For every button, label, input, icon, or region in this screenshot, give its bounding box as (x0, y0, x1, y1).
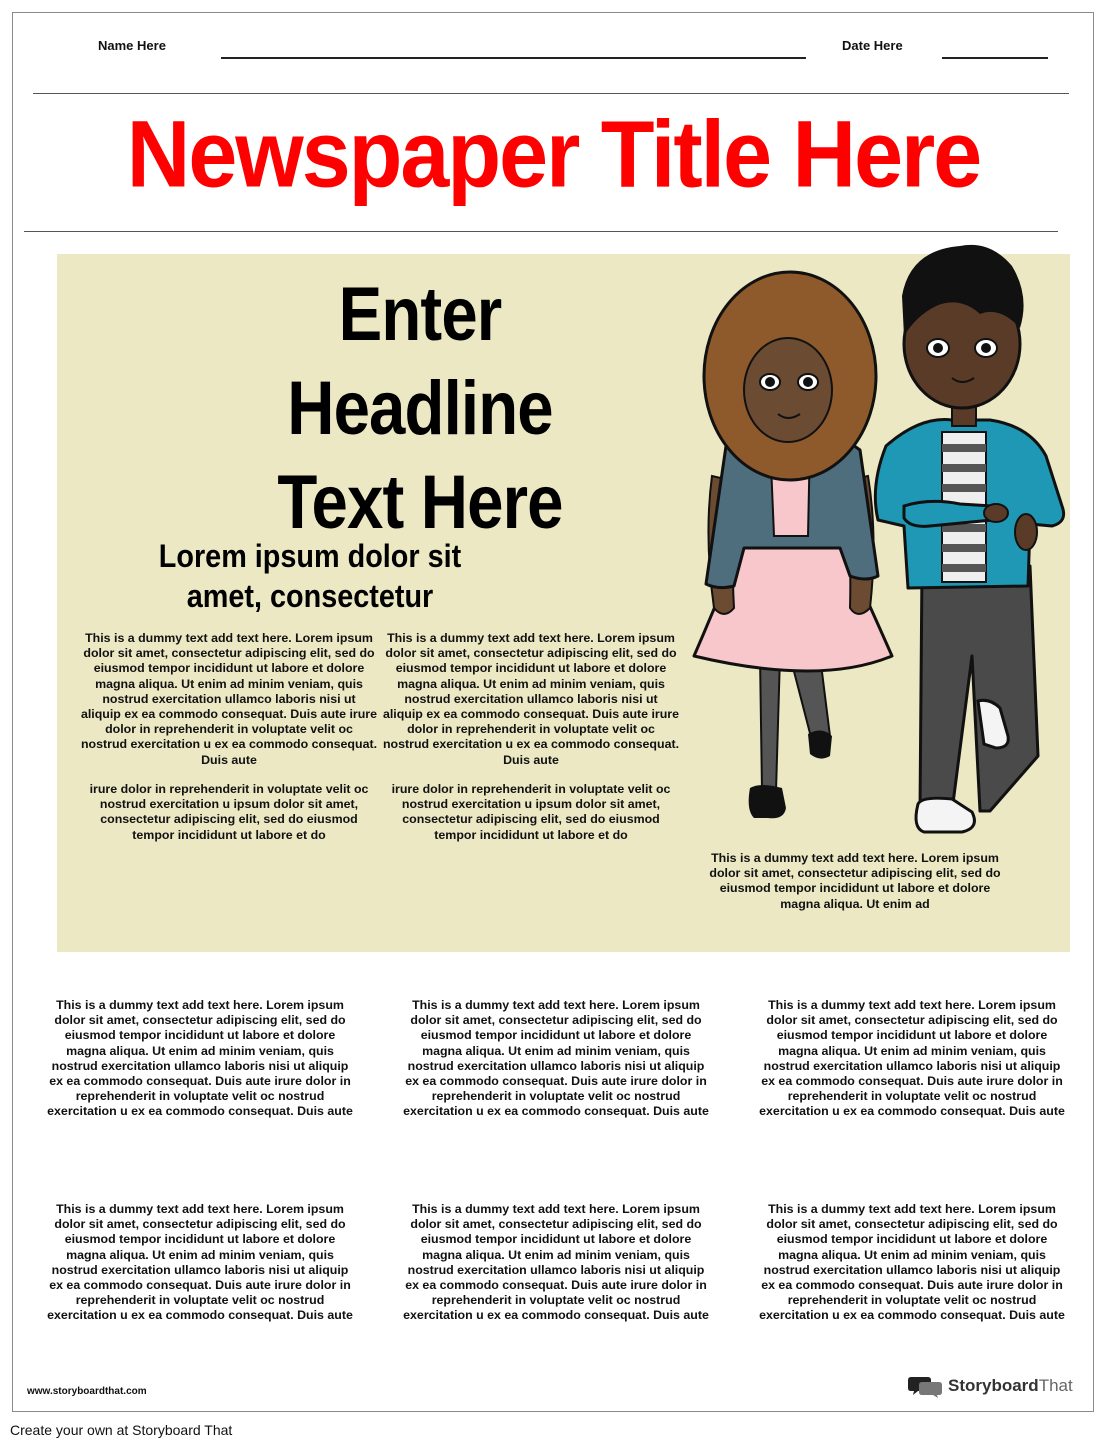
create-your-own-credit[interactable]: Create your own at Storyboard That (10, 1422, 233, 1438)
logo-word-that: That (1038, 1376, 1073, 1395)
feature-col2-para2: irure dolor in reprehenderit in voluptate velit oc nostrud exercitation u ipsum dolor sit amet, consectetur adipiscing elit, sed do eiusmod tempor incididunt ut labore et do (391, 782, 671, 842)
feature-col2-para1: This is a dummy text add text here. Lorem ipsum dolor sit amet, consectetur adipiscing elit, sed do eiusmod tempor incididunt ut labore et dolore magna aliqua. Ut enim ad minim veniam, quis nostrud exercitation ullamco laboris nisi ut aliquip ex ea commodo consequat. Duis aute irure dolor in reprehenderit in voluptate velit oc nostrud exercitation u ex ea commodo consequat. Duis aute (382, 631, 680, 767)
article-text: This is a dummy text add text here. Lorem ipsum dolor sit amet, consectetur adipiscing elit, sed do eiusmod tempor incididunt ut labore et dolore magna aliqua. Ut enim ad minim veniam, quis nostrud exercitation ullamco laboris nisi ut aliquip ex ea commodo consequat. Duis aute irure dolor in reprehenderit in voluptate velit oc nostrud exercitation u ex ea commodo consequat. Duis aute (403, 998, 709, 1119)
feature-col1-para1: This is a dummy text add text here. Lorem ipsum dolor sit amet, consectetur adipiscing elit, sed do eiusmod tempor incididunt ut labore et dolore magna aliqua. Ut enim ad minim veniam, quis nostrud exercitation ullamco laboris nisi ut aliquip ex ea commodo consequat. Duis aute irure dolor in reprehenderit in voluptate velit oc nostrud exercitation u ex ea commodo consequat. Duis aute (80, 631, 378, 767)
header-divider (33, 93, 1069, 94)
headline-line: Enter (338, 272, 502, 357)
article-text: This is a dummy text add text here. Lorem ipsum dolor sit amet, consectetur adipiscing elit, sed do eiusmod tempor incididunt ut labore et dolore magna aliqua. Ut enim ad minim veniam, quis nostrud exercitation ullamco laboris nisi ut aliquip ex ea commodo consequat. Duis aute irure dolor in reprehenderit in voluptate velit oc nostrud exercitation u ex ea commodo consequat. Duis aute (759, 998, 1065, 1119)
title-divider (24, 231, 1058, 232)
date-field-line[interactable] (942, 57, 1048, 59)
image-caption: This is a dummy text add text here. Lorem ipsum dolor sit amet, consectetur adipiscing elit, sed do eiusmod tempor incididunt ut labore et dolore magna aliqua. Ut enim ad (709, 851, 1001, 911)
boy-figure (875, 245, 1063, 832)
newspaper-title: Newspaper Title Here (126, 99, 981, 207)
speech-bubbles-icon (908, 1374, 942, 1398)
headline-line: Text Here (277, 460, 563, 545)
footer-url[interactable]: www.storyboardthat.com (27, 1386, 147, 1397)
feature-col1-para2: irure dolor in reprehenderit in voluptate velit oc nostrud exercitation u ipsum dolor sit amet, consectetur adipiscing elit, sed do eiusmod tempor incididunt ut labore et do (89, 782, 369, 842)
logo-wordmark (948, 1376, 1073, 1396)
article-text: This is a dummy text add text here. Lorem ipsum dolor sit amet, consectetur adipiscing elit, sed do eiusmod tempor incididunt ut labore et dolore magna aliqua. Ut enim ad minim veniam, quis nostrud exercitation ullamco laboris nisi ut aliquip ex ea commodo consequat. Duis aute irure dolor in reprehenderit in voluptate velit oc nostrud exercitation u ex ea commodo consequat. Duis aute (403, 1202, 709, 1323)
article-text: This is a dummy text add text here. Lorem ipsum dolor sit amet, consectetur adipiscing elit, sed do eiusmod tempor incididunt ut labore et dolore magna aliqua. Ut enim ad minim veniam, quis nostrud exercitation ullamco laboris nisi ut aliquip ex ea commodo consequat. Duis aute irure dolor in reprehenderit in voluptate velit oc nostrud exercitation u ex ea commodo consequat. Duis aute (47, 1202, 353, 1323)
subheadline-line: Lorem ipsum dolor sit (158, 538, 462, 574)
name-field-line[interactable] (221, 57, 806, 59)
logo-word-storyboard: Storyboard (948, 1376, 1039, 1395)
article-text: This is a dummy text add text here. Lorem ipsum dolor sit amet, consectetur adipiscing elit, sed do eiusmod tempor incididunt ut labore et dolore magna aliqua. Ut enim ad minim veniam, quis nostrud exercitation ullamco laboris nisi ut aliquip ex ea commodo consequat. Duis aute irure dolor in reprehenderit in voluptate velit oc nostrud exercitation u ex ea commodo consequat. Duis aute (47, 998, 353, 1119)
headline-line: Headline (287, 366, 553, 451)
subheadline (139, 536, 481, 616)
girl-figure (694, 272, 892, 818)
date-label: Date Here (842, 38, 903, 53)
article-text: This is a dummy text add text here. Lorem ipsum dolor sit amet, consectetur adipiscing elit, sed do eiusmod tempor incididunt ut labore et dolore magna aliqua. Ut enim ad minim veniam, quis nostrud exercitation ullamco laboris nisi ut aliquip ex ea commodo consequat. Duis aute irure dolor in reprehenderit in voluptate velit oc nostrud exercitation u ex ea commodo consequat. Duis aute (759, 1202, 1065, 1323)
storyboardthat-logo[interactable] (908, 1374, 1073, 1398)
headline (261, 268, 579, 550)
students-illustration (690, 236, 1085, 846)
subheadline-line: amet, consectetur (186, 578, 434, 614)
name-label: Name Here (98, 38, 166, 53)
